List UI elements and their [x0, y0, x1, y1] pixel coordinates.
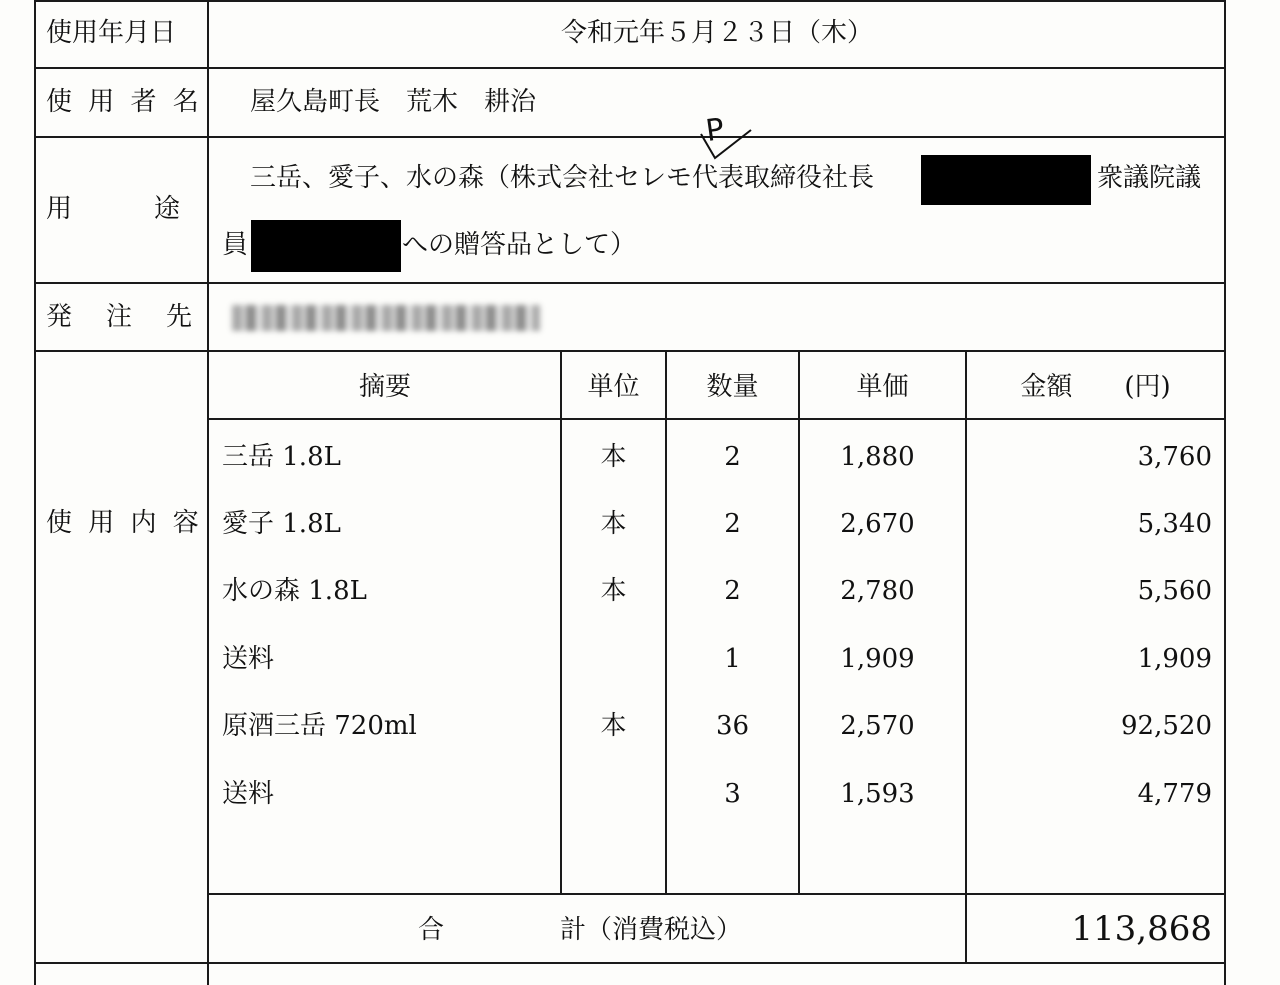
- purpose-line2-prefix: 員: [222, 230, 249, 260]
- cell-description: 愛子 1.8L: [222, 509, 341, 539]
- table-total-divider: [208, 893, 1226, 895]
- col-header-description: 摘要: [358, 372, 411, 402]
- cell-description: 三岳 1.8L: [222, 442, 341, 472]
- cell-amount: 5,560: [1137, 576, 1212, 606]
- border-top: [34, 0, 1226, 2]
- blurred-supplier-name: [232, 305, 540, 331]
- border-left: [34, 0, 36, 985]
- cell-description: 送料: [222, 779, 275, 809]
- date-label: 使用年月日: [46, 18, 177, 48]
- cell-unit-price: 1,593: [840, 779, 915, 809]
- cell-unit: 本: [600, 576, 627, 606]
- row-divider: [34, 282, 1226, 284]
- cell-amount: 1,909: [1137, 644, 1212, 674]
- cell-description: 水の森 1.8L: [222, 576, 367, 606]
- row-divider: [34, 67, 1226, 69]
- cell-quantity: 2: [724, 442, 741, 472]
- usage-label: 使 用 内 容: [46, 508, 203, 538]
- cell-description: 原酒三岳 720ml: [222, 711, 417, 741]
- cell-quantity: 2: [724, 509, 741, 539]
- supplier-label: 発 注 先: [46, 302, 197, 332]
- label-column-divider: [207, 0, 209, 985]
- cell-unit: 本: [600, 711, 627, 741]
- cell-amount: 3,760: [1137, 442, 1212, 472]
- redaction-box: [251, 220, 401, 272]
- table-header-divider: [208, 418, 1226, 420]
- redaction-box: [921, 155, 1091, 205]
- cell-quantity: 2: [724, 576, 741, 606]
- col-divider: [665, 350, 667, 894]
- user-label: 使 用 者 名: [46, 87, 203, 117]
- purpose-line1-end: 衆議院議: [1097, 163, 1202, 193]
- user-value: 屋久島町長 荒木 耕治: [250, 87, 537, 117]
- cell-unit-price: 1,909: [840, 644, 915, 674]
- cell-description: 送料: [222, 644, 275, 674]
- col-divider: [798, 350, 800, 894]
- cell-quantity: 3: [724, 779, 741, 809]
- col-header-quantity: 数量: [706, 372, 759, 402]
- cell-quantity: 1: [724, 644, 741, 674]
- col-header-unit: 単位: [587, 372, 640, 402]
- cell-amount: 4,779: [1137, 779, 1212, 809]
- cell-unit: 本: [600, 509, 627, 539]
- purpose-label: 用 途: [46, 194, 191, 224]
- cell-unit-price: 2,570: [840, 711, 915, 741]
- row-divider: [34, 962, 1226, 964]
- total-value: 113,868: [1071, 909, 1212, 949]
- cell-unit-price: 1,880: [840, 442, 915, 472]
- total-label-a: 合: [418, 915, 445, 945]
- cell-unit-price: 2,780: [840, 576, 915, 606]
- purpose-line2: への贈答品として）: [402, 230, 637, 260]
- check-mark-icon: [695, 124, 755, 164]
- purpose-line1: 三岳、愛子、水の森（株式会社セレモ代表取締役社長: [250, 163, 875, 193]
- col-header-amount: 金額 (円): [1020, 372, 1171, 402]
- row-divider: [34, 136, 1226, 138]
- row-divider: [34, 350, 1226, 352]
- cell-unit-price: 2,670: [840, 509, 915, 539]
- col-header-unit-price: 単価: [856, 372, 909, 402]
- handwritten-mark: P: [703, 111, 727, 150]
- cell-quantity: 36: [715, 711, 750, 741]
- border-right: [1224, 0, 1226, 985]
- cell-amount: 5,340: [1137, 509, 1212, 539]
- total-label: 計（消費税込）: [560, 915, 743, 945]
- col-divider: [560, 350, 562, 894]
- date-value: 令和元年５月２３日（木）: [560, 18, 873, 48]
- cell-amount: 92,520: [1121, 711, 1212, 741]
- cell-unit: 本: [600, 442, 627, 472]
